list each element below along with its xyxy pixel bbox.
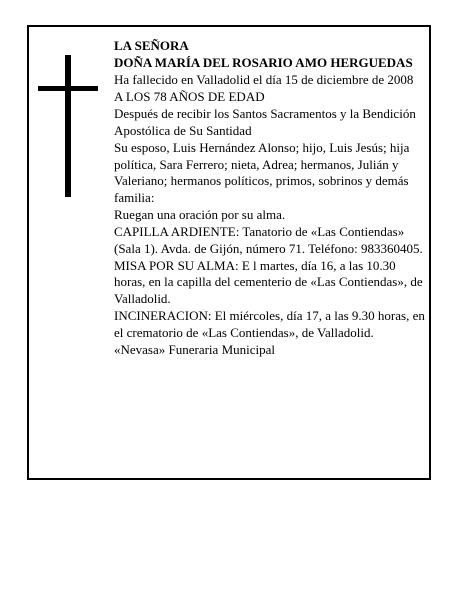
sacraments-statement: Después de recibir los Santos Sacramentos y la Bendición Apostólica de Su Santidad <box>114 106 416 138</box>
cross-vertical-bar <box>65 55 71 197</box>
family-list: Su esposo, Luis Hernández Alonso; hijo, Luis Jesús; hija política, Sara Ferrero; nieta, Adrea; hermanos, Julián y Valeriano; hermanos políticos, primos, sobrinos y demás familia: <box>114 140 410 205</box>
prayer-request: Ruegan una oración por su alma. <box>114 206 286 222</box>
latin-cross-icon <box>38 55 98 197</box>
cross-horizontal-bar <box>38 86 98 91</box>
chapel-info: CAPILLA ARDIENTE: Tanatorio de «Las Contiendas» (Sala 1). Avda. de Gijón, número 71. Teléfono: 983360405. <box>114 224 423 256</box>
title-line: LA SEÑORA <box>114 38 189 53</box>
deceased-name: DOÑA MARÍA DEL ROSARIO AMO HERGUEDAS <box>114 55 413 71</box>
notice-text <box>114 38 426 359</box>
funeral-home: «Nevasa» Funeraria Municipal <box>114 341 276 357</box>
mass-info: MISA POR SU ALMA: E l martes, día 16, a las 10.30 horas, en la capilla del cementerio de «Las Contiendas», de Valladolid. <box>114 257 423 306</box>
cremation-info: INCINERACION: El miércoles, día 17, a las 9.30 horas, en el crematorio de «Las Contiendas», de Valladolid. <box>114 308 425 340</box>
death-statement: Ha fallecido en Valladolid el día 15 de diciembre de 2008 <box>114 72 414 88</box>
age-statement: A LOS 78 AÑOS DE EDAD <box>114 89 265 105</box>
